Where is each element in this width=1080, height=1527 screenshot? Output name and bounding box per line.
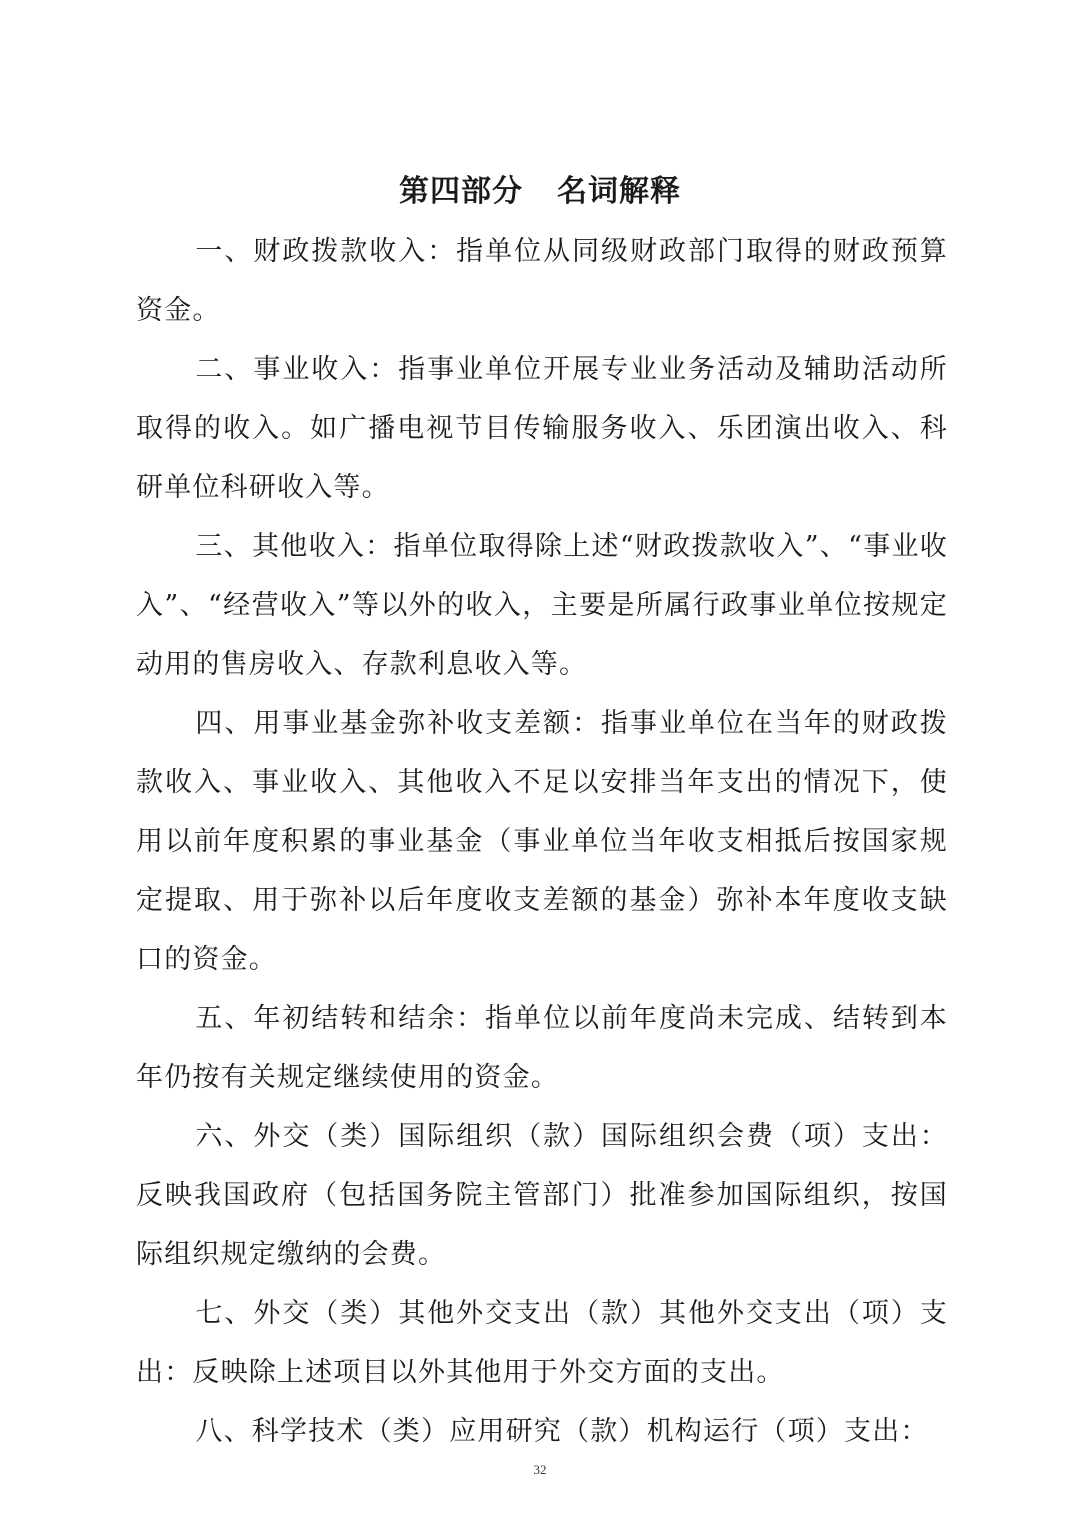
- paragraph-1: 一、财政拨款收入：指单位从同级财政部门取得的财政预算资金。: [136, 236, 948, 326]
- page-number: 32: [533, 1462, 547, 1477]
- paragraph-5: 五、年初结转和结余：指单位以前年度尚未完成、结转到本年仍按有关规定继续使用的资金。: [136, 1003, 948, 1093]
- paragraph-6: 六、外交（类）国际组织（款）国际组织会费（项）支出：反映我国政府（包括国务院主管部门）批准参加国际组织，按国际组织规定缴纳的会费。: [136, 1121, 948, 1270]
- paragraph-4: 四、用事业基金弥补收支差额：指事业单位在当年的财政拨款收入、事业收入、其他收入不足以安排当年支出的情况下，使用以前年度积累的事业基金（事业单位当年收支相抵后按国家规定提取、用于弥补以后年度收支差额的基金）弥补本年度收支缺口的资金。: [136, 708, 948, 975]
- page-title: [0, 166, 1080, 218]
- title-name: 名词解释: [557, 174, 681, 209]
- title-part: 第四部分: [399, 174, 523, 209]
- paragraph-7: 七、外交（类）其他外交支出（款）其他外交支出（项）支出：反映除上述项目以外其他用于外交方面的支出。: [136, 1298, 948, 1388]
- paragraph-8: 八、科学技术（类）应用研究（款）机构运行（项）支出：: [195, 1416, 929, 1447]
- document-body: [136, 222, 948, 1461]
- paragraph-2: 二、事业收入：指事业单位开展专业业务活动及辅助活动所取得的收入。如广播电视节目传输服务收入、乐团演出收入、科研单位科研收入等。: [136, 354, 948, 503]
- paragraph-3: 三、其他收入：指单位取得除上述“财政拨款收入”、“事业收入”、“经营收入”等以外的收入，主要是所属行政事业单位按规定动用的售房收入、存款利息收入等。: [136, 531, 948, 680]
